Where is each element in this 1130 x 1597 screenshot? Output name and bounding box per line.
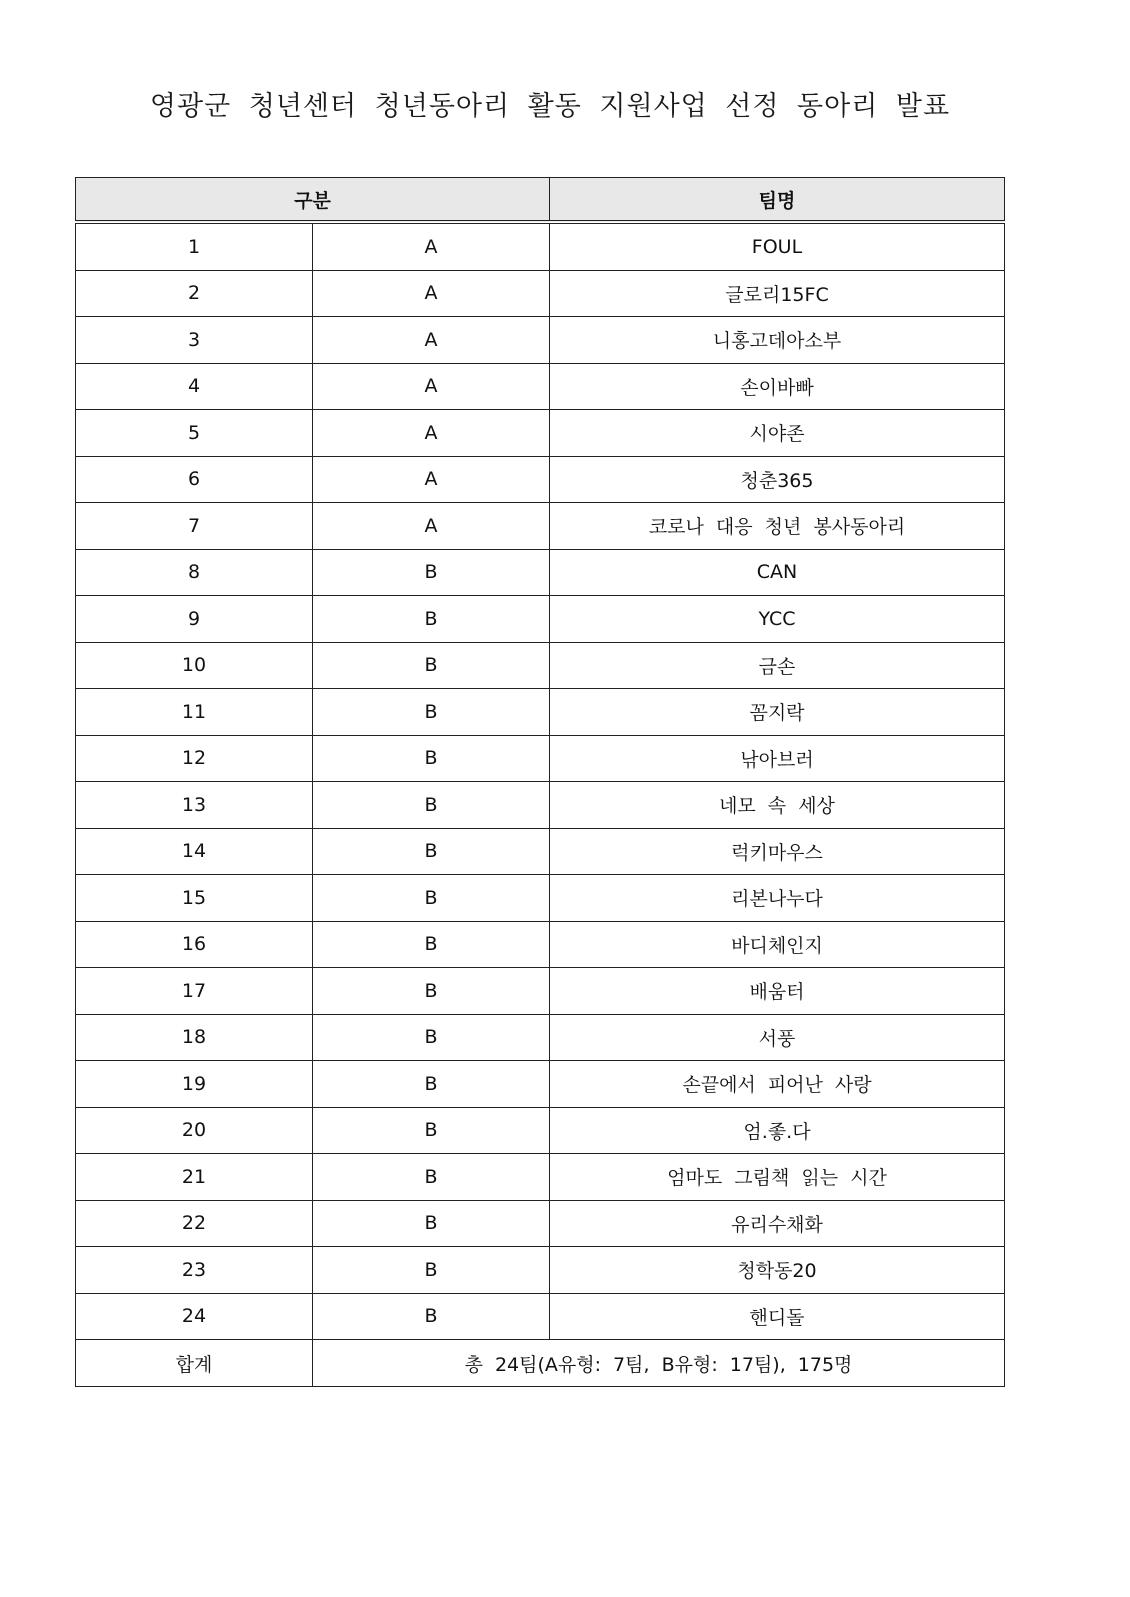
row-number: 19	[76, 1061, 313, 1108]
row-type: B	[313, 642, 550, 689]
row-team-name: 청학동20	[550, 1247, 1005, 1294]
table-header-row	[76, 178, 1005, 223]
row-team-name: 낚아브러	[550, 735, 1005, 782]
row-type: B	[313, 689, 550, 736]
row-team-name: YCC	[550, 596, 1005, 643]
table-row	[76, 270, 1005, 317]
row-type: B	[313, 735, 550, 782]
row-team-name: 럭키마우스	[550, 828, 1005, 875]
selected-clubs-table	[75, 177, 1005, 1387]
row-type: B	[313, 1061, 550, 1108]
row-team-name: 니홍고데아소부	[550, 317, 1005, 364]
row-team-name: 바디체인지	[550, 921, 1005, 968]
row-team-name: FOUL	[550, 222, 1005, 270]
row-team-name: 네모 속 세상	[550, 782, 1005, 829]
row-team-name: 손이바빠	[550, 363, 1005, 410]
table-row	[76, 968, 1005, 1015]
row-type: B	[313, 1154, 550, 1201]
row-type: B	[313, 1107, 550, 1154]
total-row	[76, 1340, 1005, 1387]
row-number: 23	[76, 1247, 313, 1294]
row-number: 13	[76, 782, 313, 829]
row-type: A	[313, 270, 550, 317]
row-number: 6	[76, 456, 313, 503]
row-number: 7	[76, 503, 313, 550]
row-type: B	[313, 921, 550, 968]
row-team-name: 글로리15FC	[550, 270, 1005, 317]
row-type: B	[313, 875, 550, 922]
total-value: 총 24팀(A유형: 7팀, B유형: 17팀), 175명	[313, 1340, 1005, 1387]
row-number: 12	[76, 735, 313, 782]
table-row	[76, 1061, 1005, 1108]
row-type: A	[313, 503, 550, 550]
row-team-name: 손끝에서 피어난 사랑	[550, 1061, 1005, 1108]
row-type: A	[313, 363, 550, 410]
row-type: A	[313, 222, 550, 270]
row-type: B	[313, 782, 550, 829]
row-number: 20	[76, 1107, 313, 1154]
row-team-name: 리본나누다	[550, 875, 1005, 922]
table-body	[76, 222, 1005, 1387]
row-type: B	[313, 828, 550, 875]
row-team-name: 배움터	[550, 968, 1005, 1015]
table-row	[76, 549, 1005, 596]
header-team-name: 팀명	[550, 178, 1005, 223]
row-number: 9	[76, 596, 313, 643]
row-number: 8	[76, 549, 313, 596]
row-type: B	[313, 1200, 550, 1247]
row-type: A	[313, 410, 550, 457]
row-number: 3	[76, 317, 313, 364]
row-team-name: 청춘365	[550, 456, 1005, 503]
row-type: B	[313, 1014, 550, 1061]
table-row	[76, 689, 1005, 736]
row-number: 11	[76, 689, 313, 736]
row-number: 17	[76, 968, 313, 1015]
table-row	[76, 1107, 1005, 1154]
row-team-name: 꼼지락	[550, 689, 1005, 736]
row-number: 24	[76, 1293, 313, 1340]
row-type: B	[313, 596, 550, 643]
table-row	[76, 317, 1005, 364]
row-team-name: 엄.좋.다	[550, 1107, 1005, 1154]
table-row	[76, 503, 1005, 550]
row-type: B	[313, 968, 550, 1015]
table-row	[76, 363, 1005, 410]
table-row	[76, 1247, 1005, 1294]
row-type: B	[313, 1247, 550, 1294]
row-number: 5	[76, 410, 313, 457]
row-number: 22	[76, 1200, 313, 1247]
row-type: B	[313, 1293, 550, 1340]
row-team-name: 코로나 대응 청년 봉사동아리	[550, 503, 1005, 550]
table-row	[76, 875, 1005, 922]
row-type: A	[313, 456, 550, 503]
table-row	[76, 782, 1005, 829]
total-label: 합계	[76, 1340, 313, 1387]
row-team-name: 핸디돌	[550, 1293, 1005, 1340]
page-title: 영광군 청년센터 청년동아리 활동 지원사업 선정 동아리 발표	[149, 91, 951, 122]
table-row	[76, 410, 1005, 457]
table-row	[76, 828, 1005, 875]
table-row	[76, 642, 1005, 689]
row-number: 18	[76, 1014, 313, 1061]
row-number: 15	[76, 875, 313, 922]
row-team-name: 엄마도 그림책 읽는 시간	[550, 1154, 1005, 1201]
table-row	[76, 1200, 1005, 1247]
row-team-name: 서풍	[550, 1014, 1005, 1061]
table-row	[76, 222, 1005, 270]
row-number: 16	[76, 921, 313, 968]
row-team-name: 유리수채화	[550, 1200, 1005, 1247]
row-number: 10	[76, 642, 313, 689]
row-team-name: 시야존	[550, 410, 1005, 457]
row-type: A	[313, 317, 550, 364]
row-type: B	[313, 549, 550, 596]
table-row	[76, 1014, 1005, 1061]
row-team-name: 금손	[550, 642, 1005, 689]
row-number: 4	[76, 363, 313, 410]
table-row	[76, 921, 1005, 968]
row-number: 21	[76, 1154, 313, 1201]
table-row	[76, 1293, 1005, 1340]
row-number: 2	[76, 270, 313, 317]
row-number: 1	[76, 222, 313, 270]
table-row	[76, 1154, 1005, 1201]
header-category: 구분	[76, 178, 550, 223]
table-row	[76, 596, 1005, 643]
table-row	[76, 456, 1005, 503]
table-row	[76, 735, 1005, 782]
row-number: 14	[76, 828, 313, 875]
row-team-name: CAN	[550, 549, 1005, 596]
